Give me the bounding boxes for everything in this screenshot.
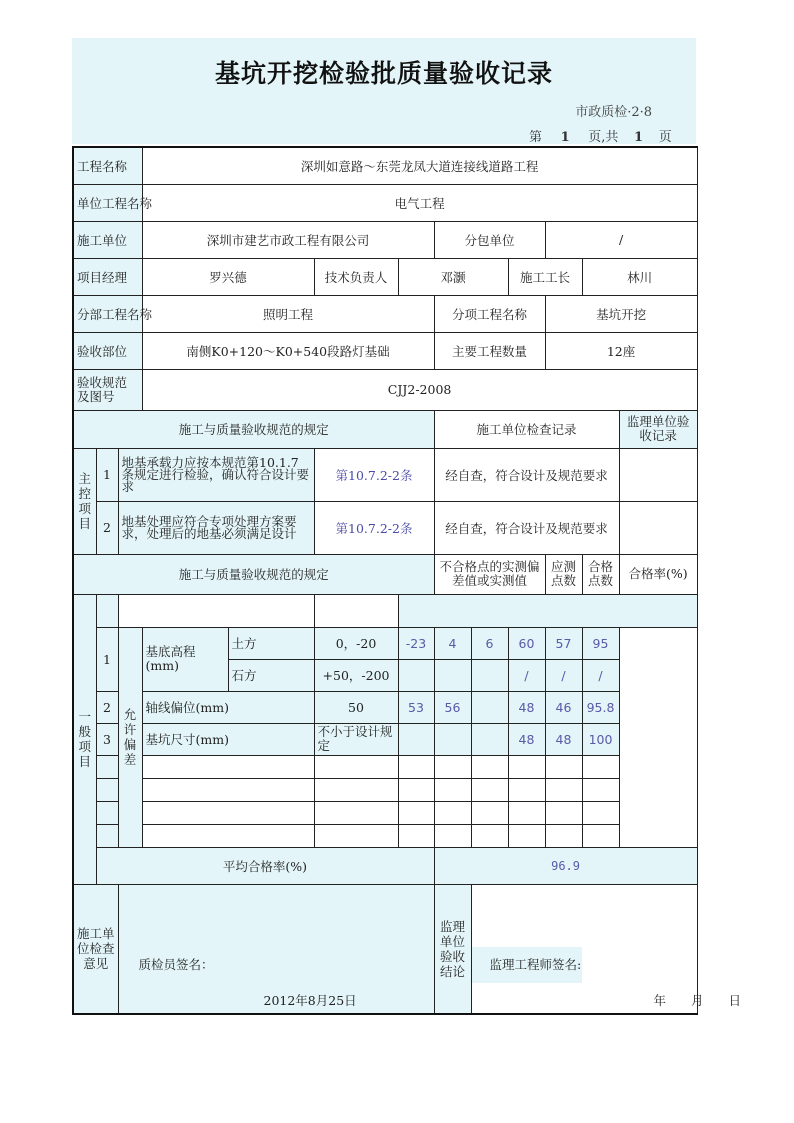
should-count: 48 <box>508 691 545 723</box>
contractor-value: 深圳市建艺市政工程有限公司 <box>142 221 434 258</box>
project-name-value: 深圳如意路～东莞龙凤大道连接线道路工程 <box>142 147 697 184</box>
general-blank-cell <box>398 755 434 778</box>
general-item-subtype: 土方 <box>228 627 314 659</box>
general-blank-cell <box>96 755 118 778</box>
quantity-value: 12座 <box>545 332 697 369</box>
general-blank-cell <box>96 778 118 801</box>
location-value: 南侧K0+120～K0+540段路灯基础 <box>142 332 434 369</box>
measured-value <box>398 723 434 755</box>
main-item-result: 经自查，符合设计及规范要求 <box>434 448 619 501</box>
subitem-value: 基坑开挖 <box>545 295 697 332</box>
general-blank-cell <box>118 594 314 627</box>
general-blank-cell <box>545 824 582 847</box>
unit-project-label: 单位工程名称 <box>73 184 142 221</box>
inspector-signature-label: 质检员签名： <box>138 956 214 972</box>
general-item-name: 基底高程(mm) <box>142 627 228 691</box>
main-items-group-label: 主控项目 <box>73 448 96 554</box>
should-count: / <box>508 659 545 691</box>
measured-value <box>398 659 434 691</box>
general-blank-cell <box>314 801 398 824</box>
general-blank-cell <box>398 594 697 627</box>
general-blank-cell <box>434 778 471 801</box>
general-blank-cell <box>142 801 314 824</box>
pass-rate-header: 合格率(%) <box>619 554 697 594</box>
general-item-no: 2 <box>96 691 118 723</box>
page-middle: 页,共 <box>588 130 619 145</box>
main-check-header: 施工单位检查记录 <box>434 410 619 448</box>
supervisor-sign-date: 年 月 日 <box>653 992 742 1008</box>
main-item-clause: 第10.7.2-2条 <box>314 448 434 501</box>
general-item-tolerance: 不小于设计规定 <box>314 723 398 755</box>
measured-value <box>434 659 471 691</box>
foreman-label: 施工工长 <box>508 258 582 295</box>
general-blank-cell <box>582 801 619 824</box>
subcontractor-value: / <box>545 221 697 258</box>
contractor-label: 施工单位 <box>73 221 142 258</box>
pass-rate: 95.8 <box>582 691 619 723</box>
engineer-signature-label: 监理工程师签名: <box>489 956 582 972</box>
general-blank-cell <box>434 755 471 778</box>
pass-rate: / <box>582 659 619 691</box>
pass-rate: 95 <box>582 627 619 659</box>
general-item-name: 基坑尺寸(mm) <box>142 723 314 755</box>
measured-value <box>471 691 508 723</box>
general-blank-cell <box>314 594 398 627</box>
general-blank-cell <box>398 824 434 847</box>
main-item-result: 经自查，符合设计及规范要求 <box>434 501 619 554</box>
main-item-supervisor-cell <box>619 448 697 501</box>
general-item-no: 1 <box>96 627 118 691</box>
general-blank-cell <box>434 801 471 824</box>
page-prefix: 第 <box>529 130 543 145</box>
general-blank-cell <box>314 824 398 847</box>
location-label: 验收部位 <box>73 332 142 369</box>
subcontractor-label: 分包单位 <box>434 221 545 258</box>
general-blank-cell <box>398 778 434 801</box>
general-blank-cell <box>142 824 314 847</box>
measured-value <box>434 723 471 755</box>
avg-pass-rate-label: 平均合格率(%) <box>96 847 434 884</box>
general-blank-cell <box>508 824 545 847</box>
general-item-tolerance: +50，-200 <box>314 659 398 691</box>
main-item-no: 2 <box>96 501 118 554</box>
contractor-opinion-label: 施工单位检查意见 <box>73 884 118 1014</box>
general-blank-cell <box>96 801 118 824</box>
main-item-text: 地基承载力应按本规范第10.1.7条规定进行检验，确认符合设计要求 <box>118 448 314 501</box>
spec-label: 验收规范及图号 <box>73 369 142 410</box>
main-item-no: 1 <box>96 448 118 501</box>
general-blank-cell <box>545 778 582 801</box>
foreman-value: 林川 <box>582 258 697 295</box>
division-label: 分部工程名称 <box>73 295 142 332</box>
general-blank-cell <box>96 824 118 847</box>
pass-count: 48 <box>545 723 582 755</box>
pass-count: / <box>545 659 582 691</box>
general-blank-cell <box>508 778 545 801</box>
pm-value: 罗兴德 <box>142 258 314 295</box>
measured-value: -23 <box>398 627 434 659</box>
general-rules-header: 施工与质量验收规范的规定 <box>73 554 434 594</box>
contractor-opinion-cell <box>118 884 434 1014</box>
main-rules-header: 施工与质量验收规范的规定 <box>73 410 434 448</box>
measured-value: 6 <box>471 627 508 659</box>
page-number: 1 <box>560 130 570 145</box>
general-item-tolerance: 0，-20 <box>314 627 398 659</box>
division-value: 照明工程 <box>142 295 434 332</box>
page-suffix: 页 <box>658 130 672 145</box>
general-blank-cell <box>142 778 314 801</box>
pass-count-header: 合格点数 <box>582 554 619 594</box>
general-blank-cell <box>582 824 619 847</box>
subitem-label: 分项工程名称 <box>434 295 545 332</box>
measured-value: 53 <box>398 691 434 723</box>
general-blank-cell <box>508 801 545 824</box>
general-blank-cell <box>508 755 545 778</box>
pm-label: 项目经理 <box>73 258 142 295</box>
main-item-supervisor-cell <box>619 501 697 554</box>
should-count: 48 <box>508 723 545 755</box>
project-name-label: 工程名称 <box>73 147 142 184</box>
general-blank-cell <box>471 824 508 847</box>
contractor-sign-date: 2012年8月25日 <box>263 992 357 1008</box>
page-counter <box>529 126 672 145</box>
should-count-header: 应测点数 <box>545 554 582 594</box>
main-item-clause: 第10.7.2-2条 <box>314 501 434 554</box>
general-blank-cell <box>471 801 508 824</box>
main-supervisor-header: 监理单位验收记录 <box>619 410 697 448</box>
general-blank-cell <box>398 801 434 824</box>
general-blank-cell <box>545 755 582 778</box>
general-blank-cell <box>314 755 398 778</box>
unit-project-value: 电气工程 <box>142 184 697 221</box>
deviation-header: 不合格点的实测偏差值或实测值 <box>434 554 545 594</box>
page-title: 基坑开挖检验批质量验收记录 <box>214 59 553 88</box>
general-blank-cell <box>96 594 118 627</box>
general-item-no: 3 <box>96 723 118 755</box>
main-item-text: 地基处理应符合专项处理方案要求，处理后的地基必须满足设计 <box>118 501 314 554</box>
general-blank-cell <box>471 755 508 778</box>
inspection-record-table <box>72 146 742 1015</box>
general-blank-cell <box>142 755 314 778</box>
general-blank-cell <box>545 801 582 824</box>
pass-count: 46 <box>545 691 582 723</box>
page-total: 1 <box>634 130 644 145</box>
general-blank-cell <box>582 778 619 801</box>
should-count: 60 <box>508 627 545 659</box>
pass-count: 57 <box>545 627 582 659</box>
form-code: 市政质检·2·8 <box>575 105 652 120</box>
general-blank-cell <box>434 824 471 847</box>
general-blank-cell <box>582 755 619 778</box>
general-item-name: 轴线偏位(mm) <box>142 691 314 723</box>
avg-pass-rate-value: 96.9 <box>434 847 697 884</box>
spec-value: CJJ2-2008 <box>142 369 697 410</box>
supervisor-conclusion-cell <box>471 884 742 1014</box>
general-items-group-label: 一般项目 <box>73 594 96 884</box>
general-blank-cell <box>314 778 398 801</box>
measured-value <box>471 723 508 755</box>
pass-rate: 100 <box>582 723 619 755</box>
tech-lead-value: 邓灏 <box>398 258 508 295</box>
general-blank-cell <box>471 778 508 801</box>
measured-value: 4 <box>434 627 471 659</box>
allowable-deviation-label: 允许偏差 <box>118 627 142 847</box>
quantity-label: 主要工程数量 <box>434 332 545 369</box>
supervisor-conclusion-label: 监理单位验收结论 <box>434 884 471 1014</box>
measured-value <box>471 659 508 691</box>
measured-value: 56 <box>434 691 471 723</box>
general-item-tolerance: 50 <box>314 691 398 723</box>
tech-lead-label: 技术负责人 <box>314 258 398 295</box>
general-item-subtype: 石方 <box>228 659 314 691</box>
